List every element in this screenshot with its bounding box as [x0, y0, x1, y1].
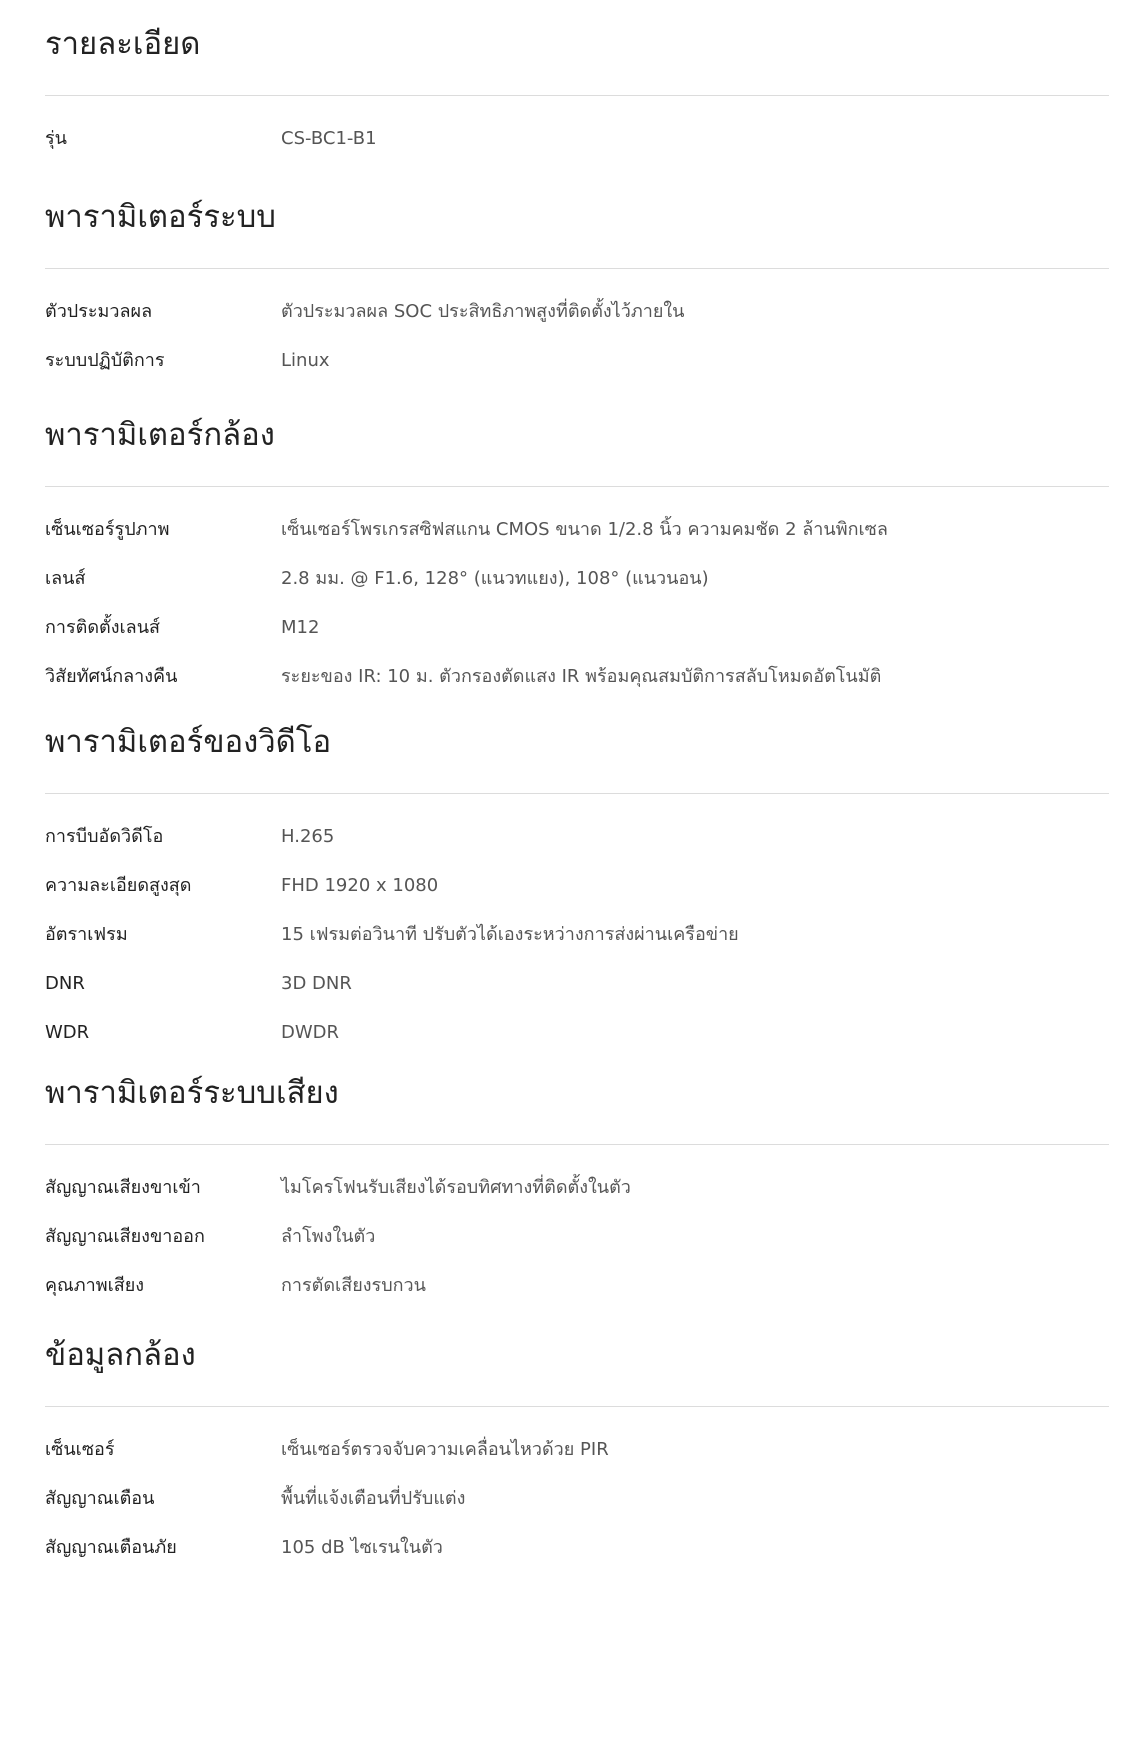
spec-value: 105 dB ไซเรนในตัว: [281, 1537, 443, 1558]
spec-row: [45, 1533, 1109, 1563]
spec-row: [45, 1435, 1109, 1465]
spec-label: วิสัยทัศน์กลางคืน: [45, 666, 178, 687]
spec-row: [45, 564, 1109, 594]
spec-row: [45, 871, 1109, 901]
section-title: ข้อมูลกล้อง: [45, 1337, 196, 1373]
spec-label: คุณภาพเสียง: [45, 1275, 145, 1296]
spec-row: [45, 1173, 1109, 1203]
spec-label: ความละเอียดสูงสุด: [45, 875, 192, 896]
spec-section: [45, 1071, 1109, 1296]
spec-label: ตัวประมวลผล: [45, 301, 153, 322]
spec-row: [45, 297, 1109, 327]
spec-row: [45, 662, 1109, 692]
spec-value: ลำโพงในตัว: [281, 1226, 376, 1247]
spec-section: [45, 22, 1109, 149]
spec-row: [45, 969, 1109, 999]
spec-value: Linux: [281, 350, 330, 371]
section-title: พารามิเตอร์ระบบเสียง: [45, 1075, 339, 1111]
spec-row: [45, 1018, 1109, 1048]
section-divider: [45, 1144, 1109, 1145]
spec-row: [45, 1271, 1109, 1301]
section-divider: [45, 486, 1109, 487]
spec-value: 3D DNR: [281, 973, 352, 994]
spec-value: H.265: [281, 826, 335, 847]
spec-row: [45, 1222, 1109, 1252]
spec-section: [45, 195, 1109, 371]
spec-label: DNR: [45, 973, 85, 994]
spec-section: [45, 1333, 1109, 1558]
spec-label: สัญญาณเตือนภัย: [45, 1537, 177, 1558]
spec-value: 15 เฟรมต่อวินาที ปรับตัวได้เองระหว่างการส่งผ่านเครือข่าย: [281, 924, 739, 945]
spec-row: [45, 346, 1109, 376]
section-divider: [45, 793, 1109, 794]
spec-value: การตัดเสียงรบกวน: [281, 1275, 426, 1296]
spec-row: [45, 515, 1109, 545]
spec-value: ระยะของ IR: 10 ม. ตัวกรองตัดแสง IR พร้อมคุณสมบัติการสลับโหมดอัตโนมัติ: [281, 666, 882, 687]
section-divider: [45, 95, 1109, 96]
section-title: พารามิเตอร์ของวิดีโอ: [45, 724, 332, 760]
spec-value: เซ็นเซอร์ตรวจจับความเคลื่อนไหวด้วย PIR: [281, 1439, 609, 1460]
spec-value: เซ็นเซอร์โพรเกรสซิฟสแกน CMOS ขนาด 1/2.8 นิ้ว ความคมชัด 2 ล้านพิกเซล: [281, 519, 888, 540]
spec-label: WDR: [45, 1022, 90, 1043]
section-title: รายละเอียด: [45, 26, 201, 62]
spec-row: [45, 920, 1109, 950]
spec-value: M12: [281, 617, 320, 638]
spec-label: เซ็นเซอร์รูปภาพ: [45, 519, 170, 540]
spec-row: [45, 1484, 1109, 1514]
spec-row: [45, 124, 1109, 154]
spec-value: พื้นที่แจ้งเตือนที่ปรับแต่ง: [281, 1488, 466, 1509]
section-divider: [45, 1406, 1109, 1407]
spec-value: DWDR: [281, 1022, 340, 1043]
spec-label: การบีบอัดวิดีโอ: [45, 826, 164, 847]
spec-value: 2.8 มม. @ F1.6, 128° (แนวทแยง), 108° (แนวนอน): [281, 568, 709, 589]
spec-label: สัญญาณเสียงขาเข้า: [45, 1177, 201, 1198]
spec-row: [45, 613, 1109, 643]
spec-label: รุ่น: [45, 128, 67, 149]
spec-value: ไมโครโฟนรับเสียงได้รอบทิศทางที่ติดตั้งในตัว: [281, 1177, 631, 1198]
section-title: พารามิเตอร์ระบบ: [45, 199, 276, 235]
spec-section: [45, 413, 1109, 687]
spec-label: ระบบปฏิบัติการ: [45, 350, 165, 371]
spec-label: อัตราเฟรม: [45, 924, 128, 945]
section-divider: [45, 268, 1109, 269]
spec-label: เลนส์: [45, 568, 86, 589]
spec-label: การติดตั้งเลนส์: [45, 617, 161, 638]
spec-label: เซ็นเซอร์: [45, 1439, 115, 1460]
spec-value: CS-BC1-B1: [281, 128, 377, 149]
section-title: พารามิเตอร์กล้อง: [45, 417, 275, 453]
spec-label: สัญญาณเตือน: [45, 1488, 155, 1509]
spec-label: สัญญาณเสียงขาออก: [45, 1226, 205, 1247]
spec-value: ตัวประมวลผล SOC ประสิทธิภาพสูงที่ติดตั้งไว้ภายใน: [281, 301, 685, 322]
spec-section: [45, 720, 1109, 1043]
spec-value: FHD 1920 x 1080: [281, 875, 439, 896]
spec-row: [45, 822, 1109, 852]
